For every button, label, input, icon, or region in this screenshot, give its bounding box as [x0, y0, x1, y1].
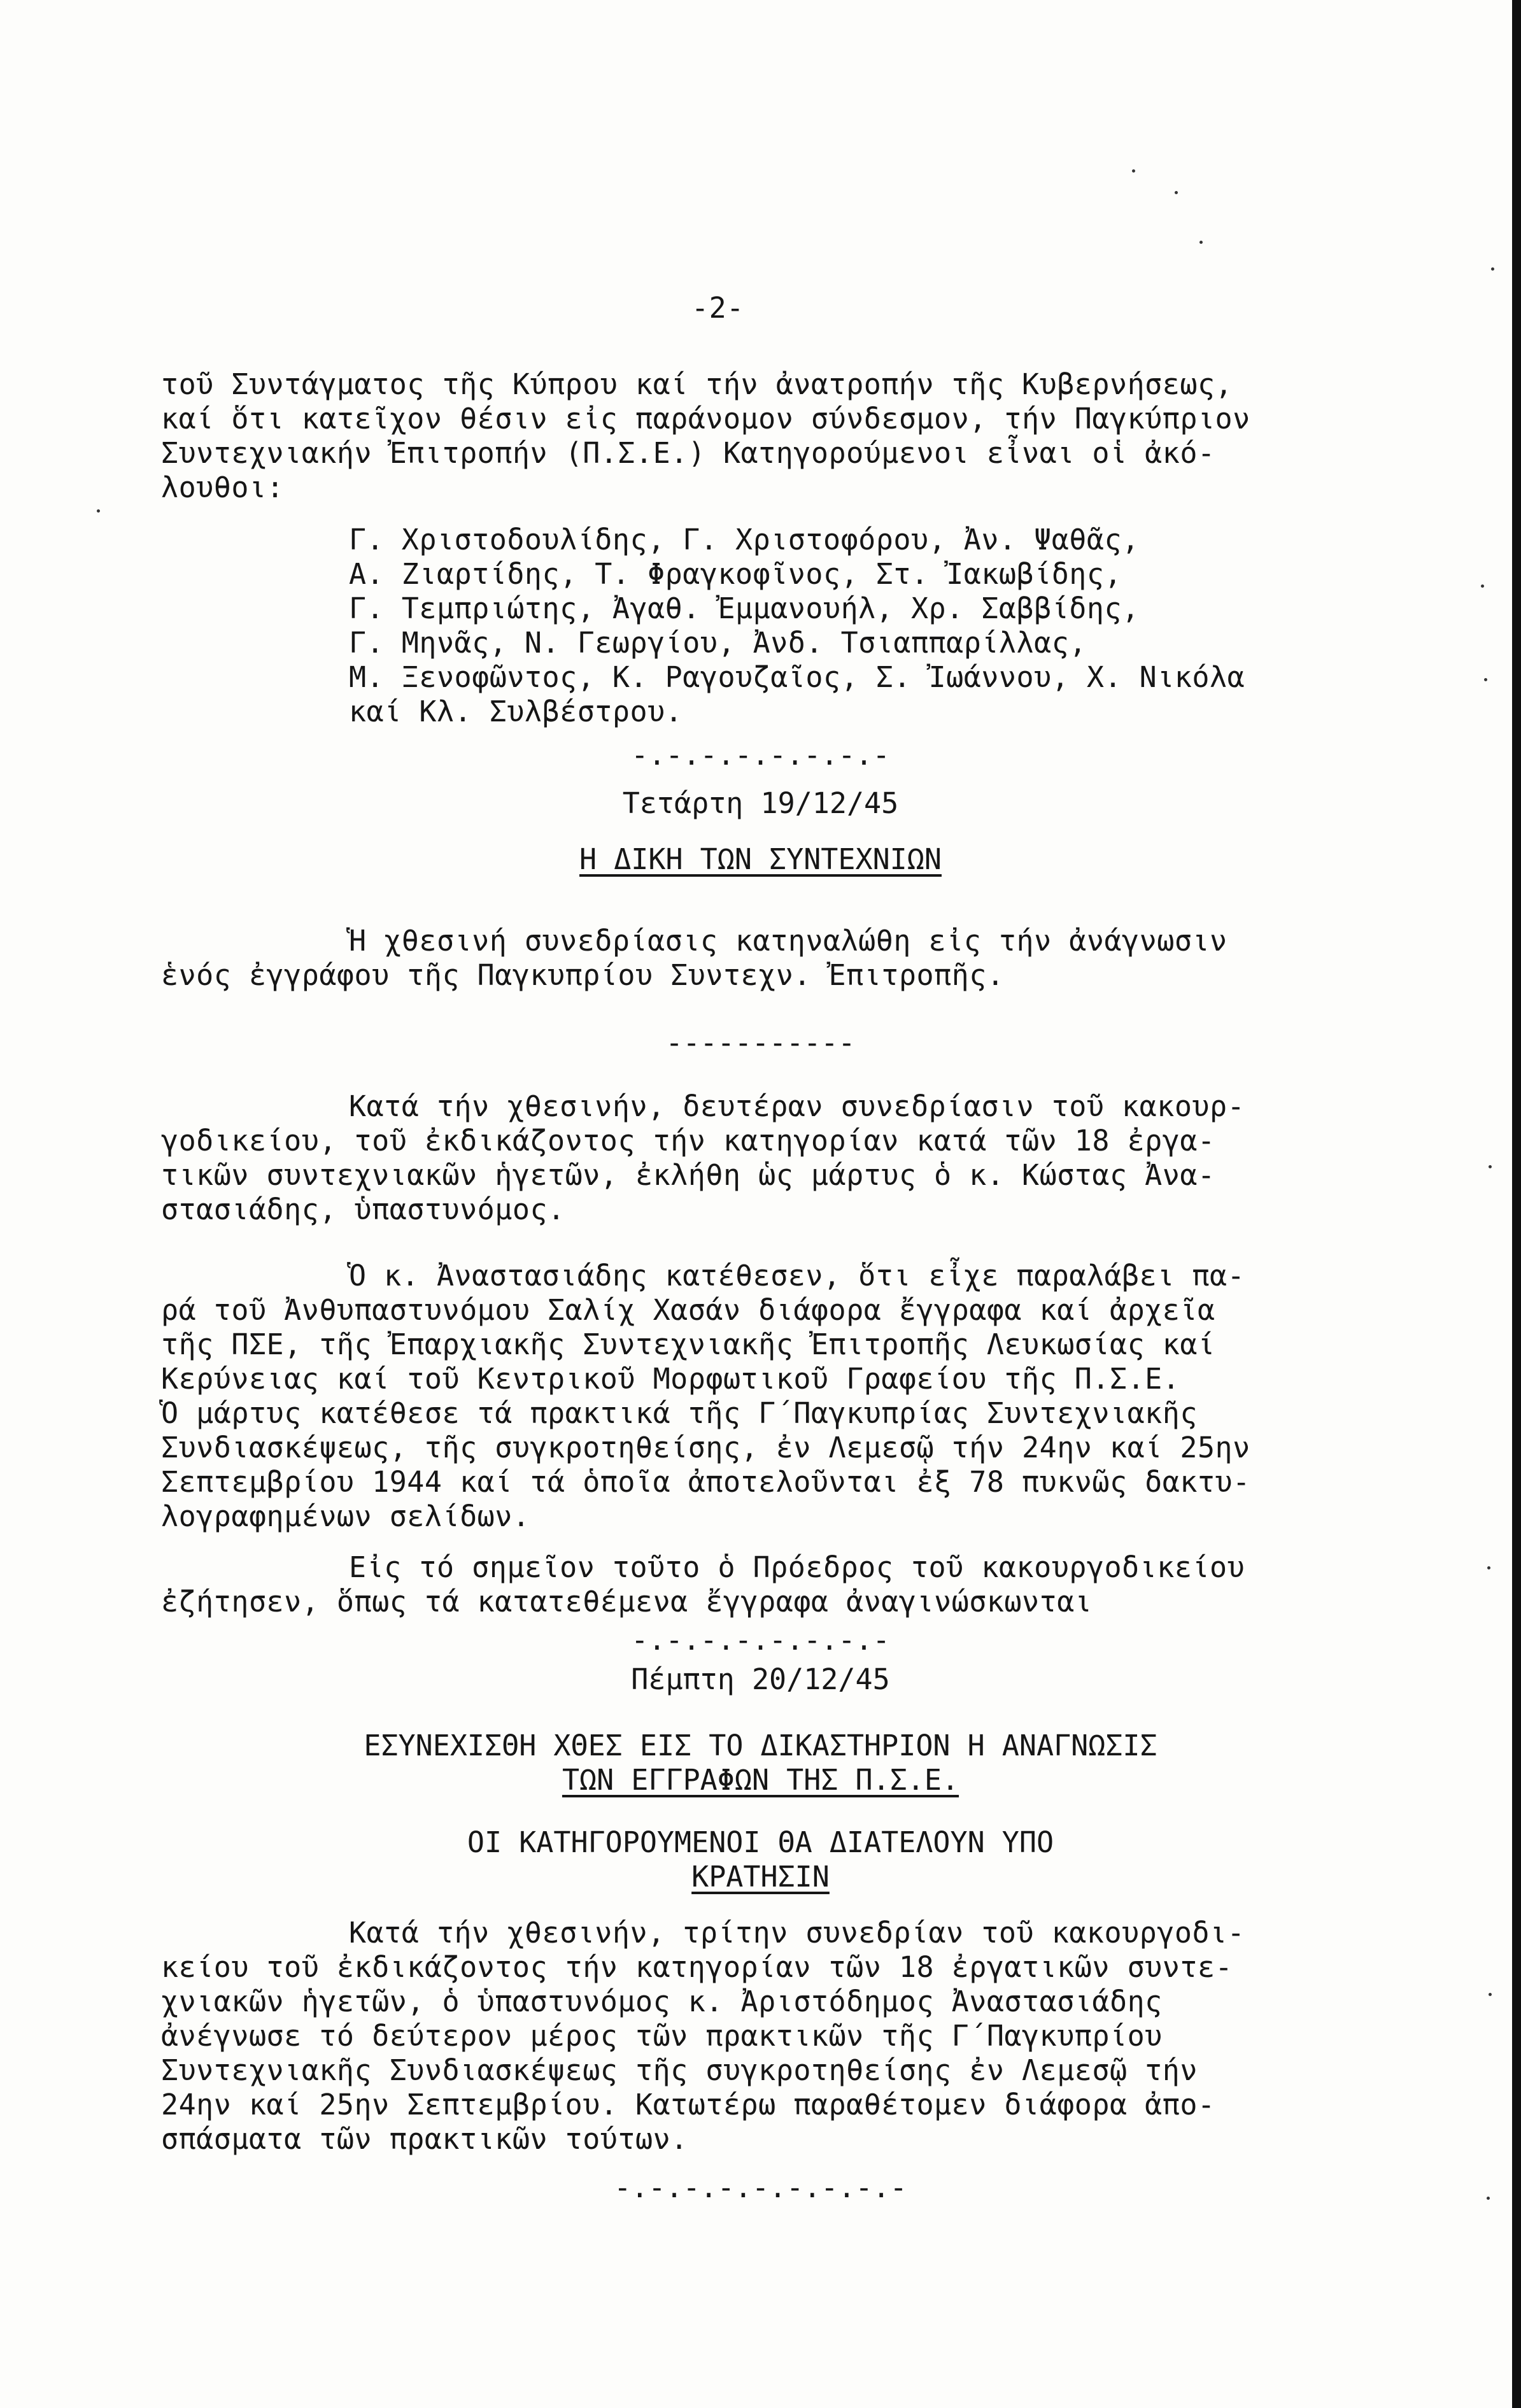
text-line: Ἡ χθεσινή συνεδρίασις κατηναλώθη εἰς τήν ἀνάγνωσιν — [349, 924, 1227, 958]
text-line: καί ὅτι κατεῖχον θέσιν εἰς παράνομον σύνδεσμον, τήν Παγκύπριον — [161, 402, 1250, 436]
text-line: 24ην καί 25ην Σεπτεμβρίου. Κατωτέρω παραθέτομεν διάφορα ἀπο- — [161, 2088, 1215, 2121]
separator: ----------- — [665, 1026, 856, 1059]
scan-speck — [1484, 678, 1487, 681]
text-line: χνιακῶν ἡγετῶν, ὁ ὑπαστυνόμος κ. Ἀριστόδημος Ἀναστασιάδης — [161, 1985, 1163, 2018]
list-item: Α. Ζιαρτίδης, Τ. Φραγκοφῖνος, Στ. Ἰακωβίδης, — [349, 557, 1122, 591]
text-line: λογραφημένων σελίδων. — [161, 1499, 530, 1533]
list-item: Γ. Χριστοδουλίδης, Γ. Χριστοφόρου, Ἀν. Ψαθᾶς, — [349, 523, 1140, 556]
text-line: λουθοι: — [161, 471, 285, 504]
date-heading: Τετάρτη 19/12/45 — [622, 786, 899, 820]
text-line: Ὁ κ. Ἀναστασιάδης κατέθεσεν, ὅτι εἶχε παραλάβει πα- — [349, 1259, 1245, 1293]
text-line: Συνδιασκέψεως, τῆς συγκροτηθείσης, ἐν Λεμεσῷ τήν 24ην καί 25ην — [161, 1431, 1250, 1464]
text-line: Συντεχνιακήν Ἐπιτροπήν (Π.Σ.Ε.) Κατηγορούμενοι εἶναι οἱ ἀκό- — [161, 436, 1215, 470]
section-heading-text: Η ΔΙΚΗ ΤΩΝ ΣΥΝΤΕΧΝΙΩΝ — [579, 842, 942, 876]
scan-speck — [1481, 584, 1484, 588]
text-line: Κερύνειας καί τοῦ Κεντρικοῦ Μορφωτικοῦ Γραφείου τῆς Π.Σ.Ε. — [161, 1362, 1180, 1396]
text-line: Συντεχνιακῆς Συνδιασκέψεως τῆς συγκροτηθείσης ἐν Λεμεσῷ τήν — [161, 2053, 1198, 2087]
scan-speck — [1491, 267, 1494, 271]
text-line: γοδικείου, τοῦ ἐκδικάζοντος τήν κατηγορίαν κατά τῶν 18 ἐργα- — [161, 1124, 1215, 1158]
text-line: Κατά τήν χθεσινήν, δευτέραν συνεδρίασιν τοῦ κακουρ- — [349, 1089, 1245, 1123]
section-heading-text: ΚΡΑΤΗΣΙΝ — [691, 1860, 830, 1894]
section-heading-continued — [0, 1764, 1521, 1797]
page-number: -2- — [691, 291, 744, 325]
text-line: ἐζήτησεν, ὅπως τά κατατεθέμενα ἔγγραφα ἀναγινώσκωνται — [161, 1585, 1093, 1618]
section-heading: ΟΙ ΚΑΤΗΓΟΡΟΥΜΕΝΟΙ ΘΑ ΔΙΑΤΕΛΟΥΝ ΥΠΟ — [467, 1825, 1054, 1859]
text-line: σπάσματα τῶν πρακτικῶν τούτων. — [161, 2122, 688, 2156]
section-heading: ΕΣΥΝΕΧΙΣΘΗ ΧΘΕΣ ΕΙΣ ΤΟ ΔΙΚΑΣΤΗΡΙΟΝ Η ΑΝΑΓΝΩΣΙΣ — [364, 1729, 1157, 1762]
text-line: Εἰς τό σημεῖον τοῦτο ὁ Πρόεδρος τοῦ κακουργοδικείου — [349, 1550, 1245, 1584]
list-item: Γ. Μηνᾶς, Ν. Γεωργίου, Ἀνδ. Τσιαππαρίλλας, — [349, 626, 1087, 660]
section-heading-text: ΤΩΝ ΕΓΓΡΑΦΩΝ ΤΗΣ Π.Σ.Ε. — [562, 1763, 959, 1797]
scan-edge-shadow — [1512, 0, 1521, 2408]
text-line: τῆς ΠΣΕ, τῆς Ἐπαρχιακῆς Συντεχνιακῆς Ἐπιτροπῆς Λευκωσίας καί — [161, 1328, 1215, 1361]
list-item: Μ. Ξενοφῶντος, Κ. Ραγουζαῖος, Σ. Ἰωάννου, Χ. Νικόλα — [349, 660, 1245, 694]
scan-speck — [1489, 1993, 1492, 1996]
text-line: ἑνός ἐγγράφου τῆς Παγκυπρίου Συντεχν. Ἐπιτροπῆς. — [161, 958, 1005, 992]
scan-speck — [1199, 241, 1203, 244]
text-line: κείου τοῦ ἐκδικάζοντος τήν κατηγορίαν τῶν 18 ἐργατικῶν συντε- — [161, 1950, 1233, 1984]
date-heading: Πέμπτη 20/12/45 — [631, 1662, 890, 1696]
text-line: τικῶν συντεχνιακῶν ἡγετῶν, ἐκλήθη ὡς μάρτυς ὁ κ. Κώστας Ἀνα- — [161, 1158, 1215, 1192]
separator: -.-.-.-.-.-.-.- — [631, 1623, 890, 1657]
section-heading-continued — [0, 1860, 1521, 1894]
text-line: τοῦ Συντάγματος τῆς Κύπρου καί τήν ἀνατροπήν τῆς Κυβερνήσεως, — [161, 367, 1233, 401]
scan-speck — [1489, 1165, 1492, 1168]
text-line: Κατά τήν χθεσινήν, τρίτην συνεδρίαν τοῦ κακουργοδι- — [349, 1916, 1245, 1950]
text-line: Σεπτεμβρίου 1944 καί τά ὁποῖα ἀποτελοῦνται ἐξ 78 πυκνῶς δακτυ- — [161, 1465, 1250, 1499]
text-line: στασιάδης, ὑπαστυνόμος. — [161, 1193, 565, 1226]
section-heading — [0, 843, 1521, 876]
list-item: Γ. Τεμπριώτης, Ἀγαθ. Ἐμμανουήλ, Χρ. Σαββίδης, — [349, 591, 1140, 625]
separator: -.-.-.-.-.-.-.- — [631, 738, 890, 772]
scan-speck — [1487, 1566, 1490, 1569]
separator: -.-.-.-.-.-.-.-.- — [614, 2171, 907, 2204]
text-line: ἀνέγνωσε τό δεύτερον μέρος τῶν πρακτικῶν τῆς Γ΄Παγκυπρίου — [161, 2019, 1163, 2053]
text-line: Ὁ μάρτυς κατέθεσε τά πρακτικά τῆς Γ΄Παγκυπρίας Συντεχνιακῆς — [161, 1396, 1198, 1430]
text-line: ρά τοῦ Ἀνθυπαστυνόμου Σαλίχ Χασάν διάφορα ἔγγραφα καί ἀρχεῖα — [161, 1293, 1215, 1327]
scan-speck — [1175, 191, 1178, 194]
scan-speck — [97, 509, 100, 513]
list-item: καί Κλ. Συλβέστρου. — [349, 695, 683, 728]
scan-speck — [1132, 169, 1135, 173]
